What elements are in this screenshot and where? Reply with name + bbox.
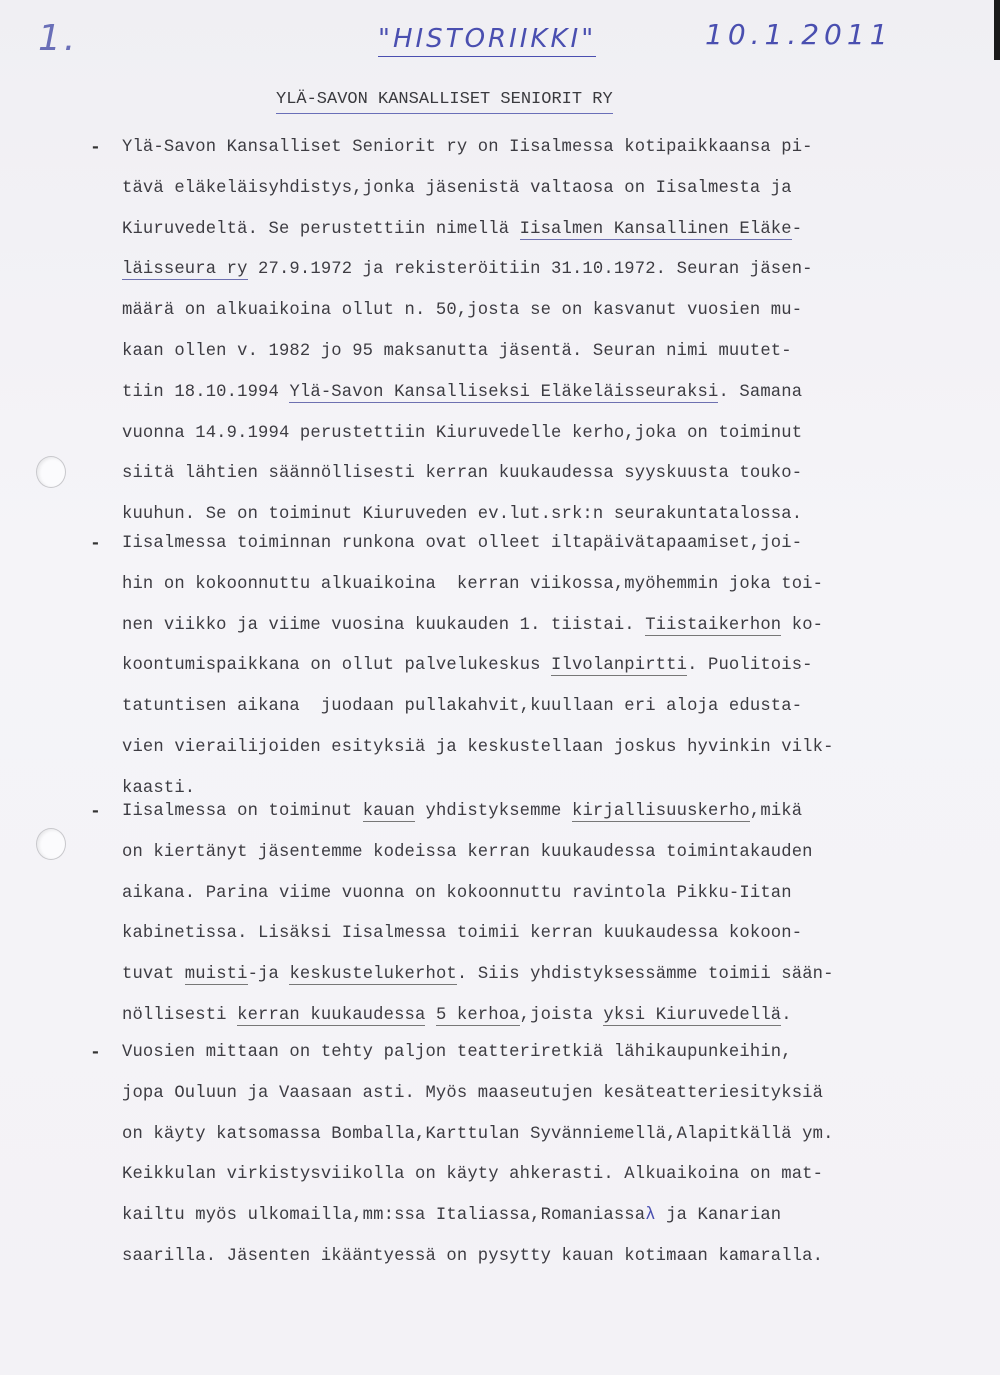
handwritten-page-number: 1. [38, 18, 79, 59]
underlined-text: muisti [184, 965, 248, 985]
bullet-dash: - [90, 534, 101, 554]
underlined-text: Ylä-Savon Kansalliseksi Eläkeläisseuraksi [289, 382, 719, 402]
text-line [122, 697, 802, 716]
text-line [122, 383, 802, 402]
scan-edge [994, 0, 1000, 60]
text-segment: Keikkulan virkistysviikolla on käyty ahkerasti. Alkuaikoina on mat- [122, 1165, 824, 1185]
text-line [122, 1084, 823, 1103]
underlined-text: Iisalmen Kansallinen Eläke [519, 219, 792, 239]
text-line [122, 301, 802, 320]
text-segment: - [791, 219, 803, 239]
handwritten-date: 10.1.2011 [705, 18, 893, 51]
underlined-text: kauan [362, 802, 416, 821]
text-line [122, 924, 802, 943]
text-segment: . Samana [718, 382, 803, 402]
text-line [122, 802, 802, 821]
underlined-text: Tiistaikerhon [645, 615, 782, 635]
text-segment: . [781, 1006, 792, 1025]
text-line [122, 534, 802, 553]
bullet-dash: - [90, 1043, 101, 1063]
text-segment: nöllisesti [122, 1006, 238, 1025]
text-segment: koontumispaikkana on ollut palvelukeskus [122, 656, 552, 676]
text-segment: on käyty katsomassa Bomballa,Karttulan Syvänniemellä,Alapitkällä ym. [122, 1124, 834, 1144]
handwritten-insertion-mark: λ [645, 1206, 656, 1226]
text-line [122, 1043, 792, 1062]
text-line [122, 1125, 834, 1144]
text-line [122, 965, 834, 984]
text-segment: -ja [247, 965, 290, 985]
text-line [122, 138, 813, 157]
text-line [122, 260, 813, 279]
text-segment: kailtu myös ulkomailla,mm:ssa Italiassa,Romaniassa [122, 1206, 646, 1226]
text-segment [425, 1006, 435, 1025]
bullet-dash: - [90, 138, 101, 158]
text-line [122, 616, 823, 635]
text-segment: tävä eläkeläisyhdistys,jonka jäsenistä valtaosa on Iisalmesta ja [122, 178, 792, 198]
text-segment: Iisalmessa toiminnan runkona ovat olleet iltapäivätapaamiset,joi- [122, 534, 803, 553]
text-line [122, 179, 792, 198]
text-segment: kuuhun. Se on toiminut Kiuruveden ev.lut.srk:n seurakuntatalossa. [122, 505, 803, 525]
text-line [122, 884, 792, 903]
text-segment: tatuntisen aikana juodaan pullakahvit,kuullaan eri aloja edusta- [122, 697, 803, 717]
text-segment: ja Kanarian [655, 1206, 782, 1226]
underlined-text: läisseura ry [122, 260, 248, 280]
text-line [122, 1247, 823, 1266]
underlined-text: yksi Kiuruvedellä [603, 1006, 782, 1025]
text-segment: ,mikä [749, 802, 803, 821]
text-segment: nen viikko ja viime vuosina kuukauden 1. tiistai. [122, 615, 646, 635]
text-line [122, 738, 834, 757]
text-segment: kabinetissa. Lisäksi Iisalmessa toimii kerran kuukaudessa kokoon- [122, 924, 803, 944]
text-line [122, 779, 195, 798]
text-segment: ko- [781, 615, 824, 635]
text-segment: tiin 18.10.1994 [122, 382, 290, 402]
text-segment: . Siis yhdistyksessämme toimii sään- [456, 965, 834, 985]
text-segment: ,joista [519, 1006, 604, 1025]
document-title: YLÄ-SAVON KANSALLISET SENIORIT RY [276, 90, 613, 114]
text-segment: on kiertänyt jäsentemme kodeissa kerran kuukaudessa toimintakauden [122, 842, 813, 862]
text-line [122, 424, 802, 443]
text-line [122, 656, 813, 675]
text-line [122, 1165, 823, 1184]
text-line [122, 464, 802, 483]
text-segment: aikana. Parina viime vuonna on kokoonnuttu ravintola Pikku-Iitan [122, 883, 792, 903]
text-segment: määrä on alkuaikoina ollut n. 50,josta se on kasvanut vuosien mu- [122, 301, 803, 321]
underlined-text: kirjallisuuskerho [571, 802, 750, 821]
text-line [122, 342, 792, 361]
text-segment: kaasti. [122, 778, 196, 798]
text-segment: Ylä-Savon Kansalliset Seniorit ry on Iisalmessa kotipaikkaansa pi- [122, 138, 813, 157]
handwritten-title [378, 24, 596, 54]
text-segment: hin on kokoonnuttu alkuaikoina kerran viikossa,myöhemmin joka toi- [122, 574, 824, 594]
text-line [122, 1206, 781, 1225]
text-segment: vuonna 14.9.1994 perustettiin Kiuruvedelle kerho,joka on toiminut [122, 423, 803, 443]
text-segment: Kiuruvedeltä. Se perustettiin nimellä [122, 219, 520, 239]
text-segment: siitä lähtien säännöllisesti kerran kuukaudessa syyskuusta touko- [122, 464, 803, 484]
text-line [122, 1006, 792, 1025]
text-line [122, 843, 813, 862]
text-line [122, 220, 802, 239]
text-segment: tuvat [122, 965, 185, 985]
text-segment: Iisalmessa on toiminut [122, 802, 363, 821]
text-segment: jopa Ouluun ja Vaasaan asti. Myös maaseutujen kesäteatteriesityksiä [122, 1083, 824, 1103]
text-line [122, 505, 802, 524]
text-segment: yhdistyksemme [415, 802, 572, 821]
underlined-text: kerran kuukaudessa [237, 1006, 426, 1025]
punch-hole [36, 456, 66, 488]
text-line [122, 575, 823, 594]
text-segment: Vuosien mittaan on tehty paljon teatteriretkiä lähikaupunkeihin, [122, 1043, 792, 1062]
text-segment: vien vierailijoiden esityksiä ja keskustellaan joskus hyvinkin vilk- [122, 738, 834, 757]
bullet-dash: - [90, 802, 101, 822]
text-segment: 27.9.1972 ja rekisteröitiin 31.10.1972. Seuran jäsen- [247, 260, 813, 280]
text-segment: kaan ollen v. 1982 jo 95 maksanutta jäsentä. Seuran nimi muutet- [122, 342, 792, 361]
underlined-text: Ilvolanpirtti [551, 656, 688, 676]
underlined-text: keskustelukerhot [289, 965, 457, 985]
text-segment: saarilla. Jäsenten ikääntyessä on pysytty kauan kotimaan kamaralla. [122, 1247, 824, 1266]
underlined-text: 5 kerhoa [435, 1006, 520, 1025]
punch-hole [36, 828, 66, 860]
handwritten-title-text: "HISTORIIKKI" [378, 24, 596, 57]
text-segment: . Puolitois- [687, 656, 813, 676]
